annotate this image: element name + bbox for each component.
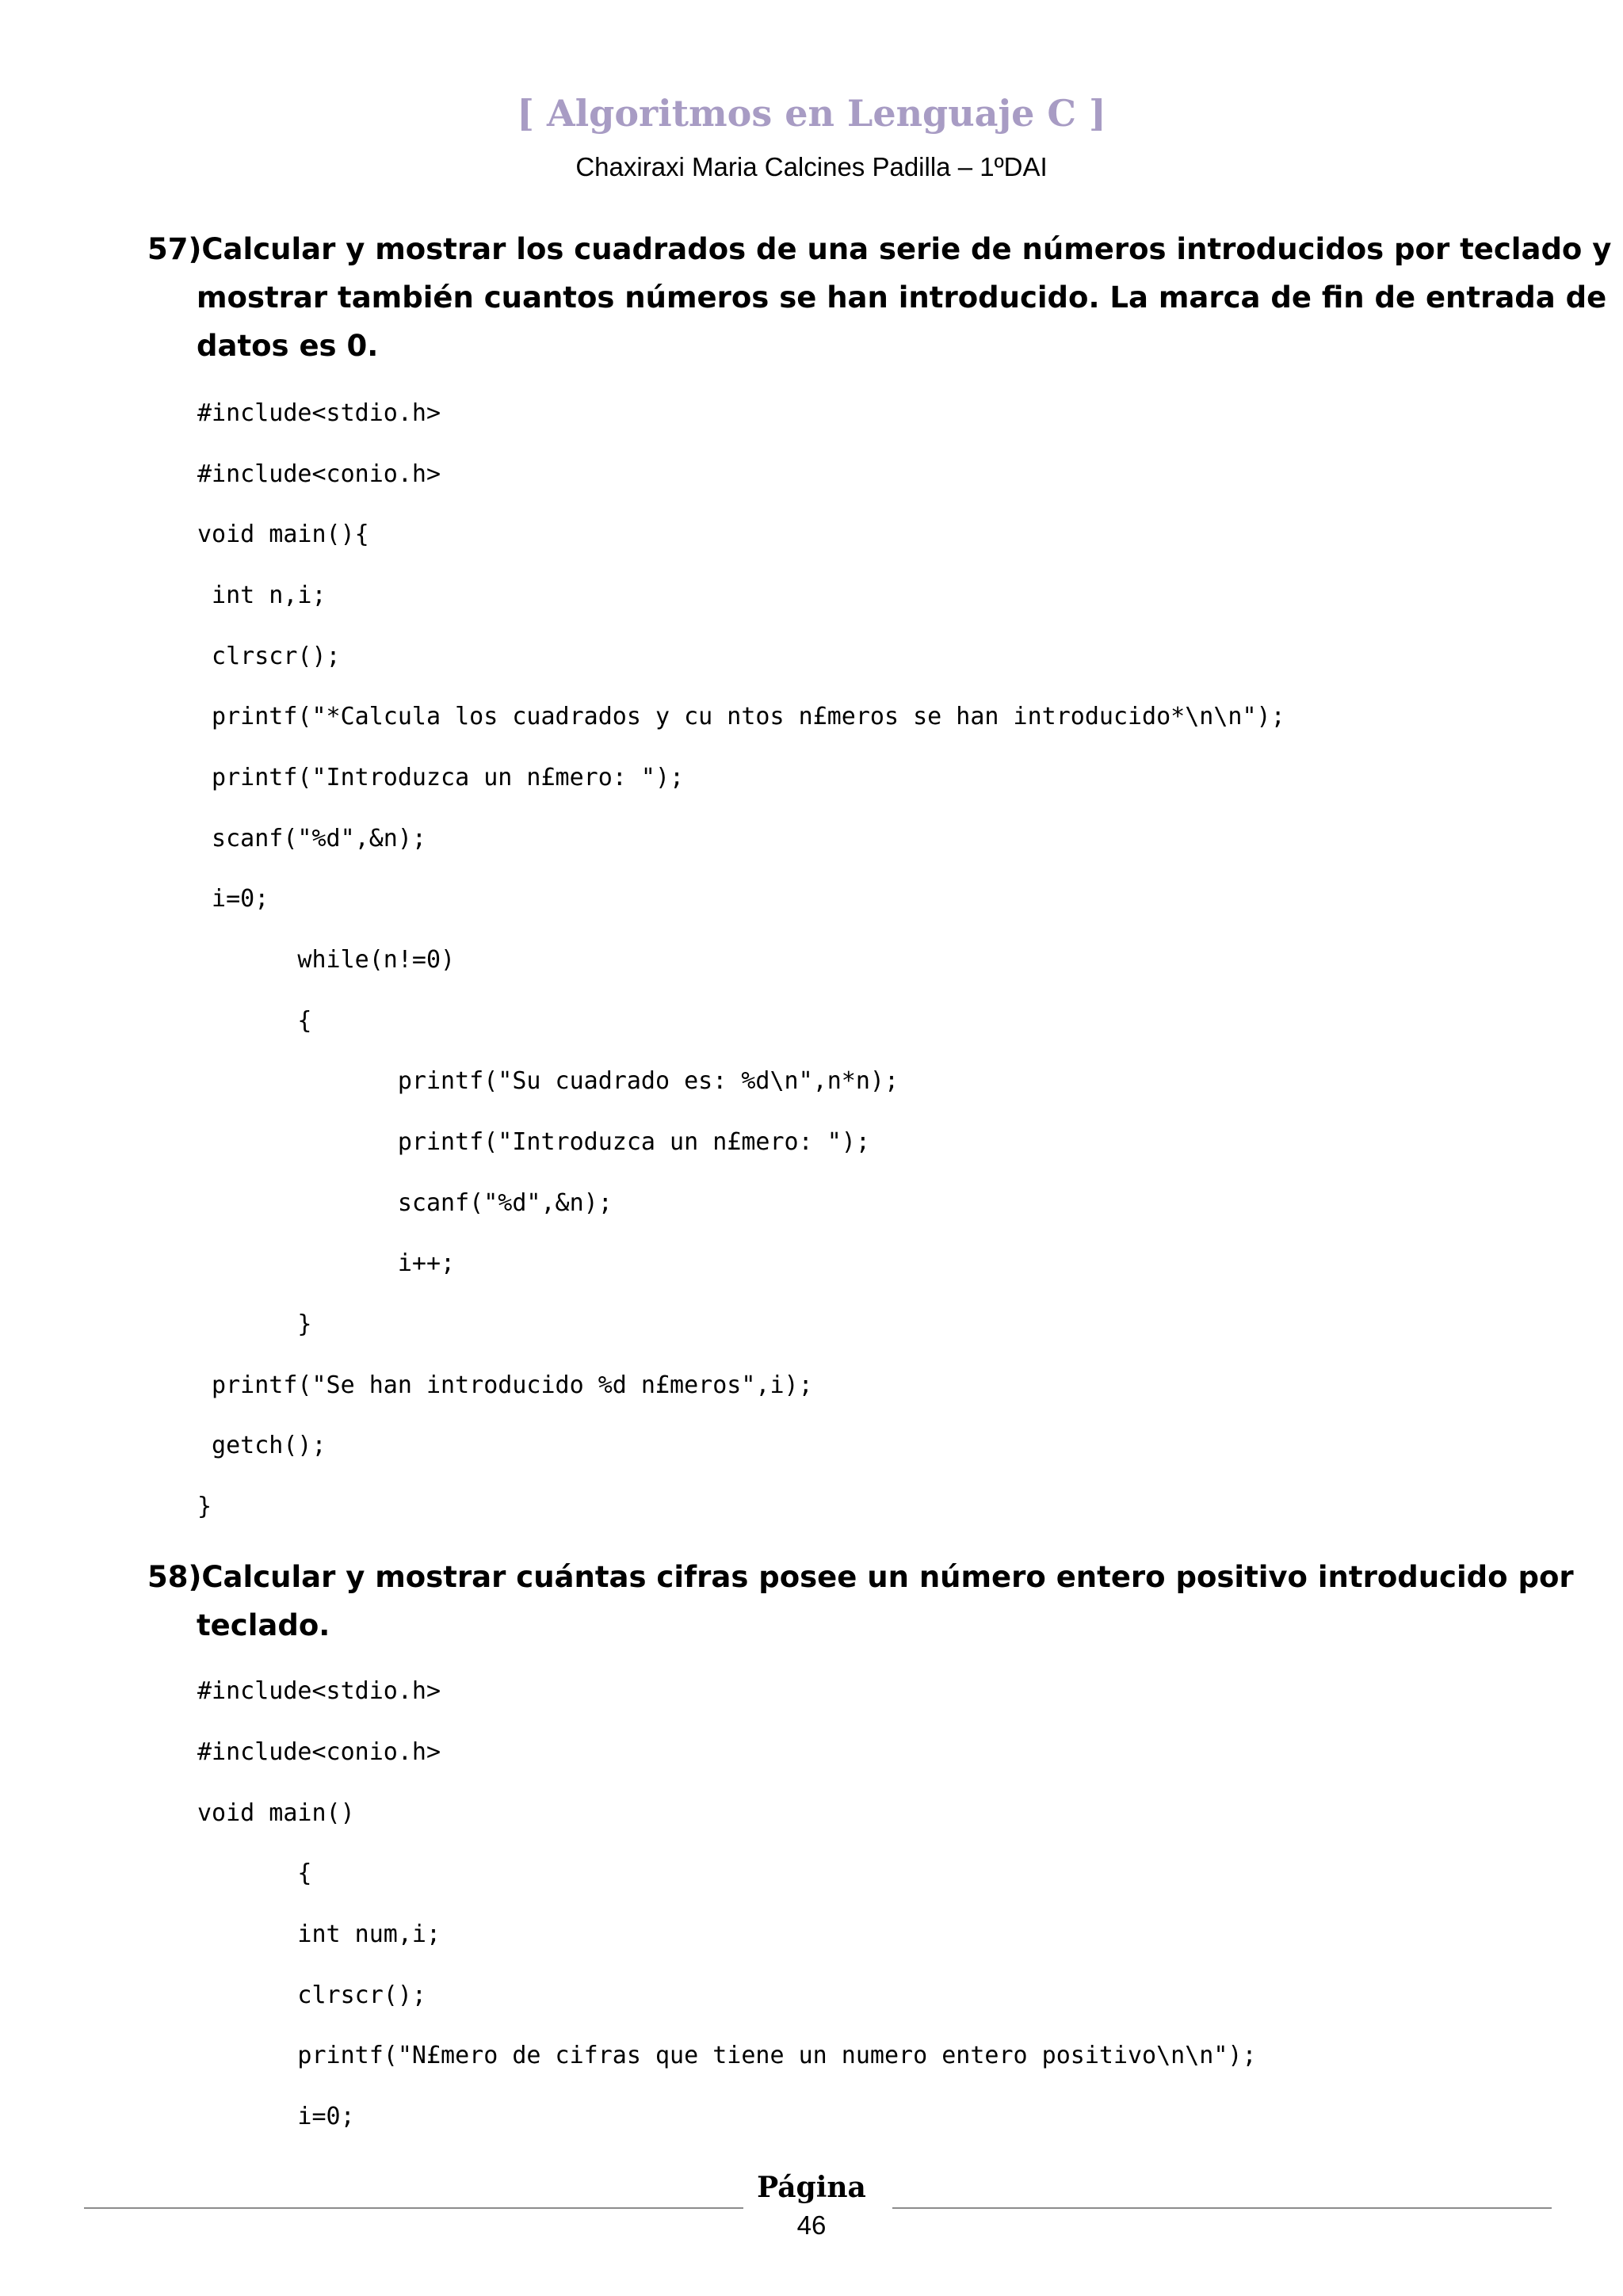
code-line: { <box>197 1859 312 1887</box>
code-line: i=0; <box>197 885 269 913</box>
code-line: i=0; <box>197 2103 355 2130</box>
code-line: i++; <box>197 1249 456 1277</box>
code-line: int n,i; <box>197 582 327 609</box>
code-line: void main(){ <box>197 521 369 548</box>
code-line: printf("Introduzca un n£mero: "); <box>197 764 685 791</box>
code-line: } <box>197 1493 212 1520</box>
question-57-line-3: datos es 0. <box>197 329 379 363</box>
code-line: printf("Introduzca un n£mero: "); <box>197 1128 870 1156</box>
code-line: getch(); <box>197 1432 327 1459</box>
footer-rule-left <box>84 2207 743 2209</box>
document-author: Chaxiraxi Maria Calcines Padilla – 1ºDAI <box>575 152 1048 181</box>
question-57-line-1: 57)Calcular y mostrar los cuadrados de una serie de números introducidos por teclado y <box>147 232 1612 266</box>
code-line: #include<conio.h> <box>197 1738 441 1766</box>
footer-page-label: Página <box>757 2171 866 2204</box>
code-line: { <box>197 1007 312 1035</box>
code-line: #include<stdio.h> <box>197 1677 441 1705</box>
code-line: while(n!=0) <box>197 946 456 974</box>
question-58-line-2: teclado. <box>197 1608 330 1642</box>
code-line: printf("Su cuadrado es: %d\n",n*n); <box>197 1067 899 1095</box>
code-line: printf("*Calcula los cuadrados y cu ntos n£meros se han introducido*\n\n"); <box>197 703 1285 730</box>
code-line: void main() <box>197 1799 355 1827</box>
code-line: int num,i; <box>197 1920 441 1948</box>
question-57-line-2: mostrar también cuantos números se han introducido. La marca de fin de entrada de <box>197 280 1607 315</box>
question-58 <box>147 1553 1574 1650</box>
code-line: printf("N£mero de cifras que tiene un numero entero positivo\n\n"); <box>197 2042 1257 2069</box>
code-line: printf("Se han introducido %d n£meros",i); <box>197 1371 813 1399</box>
footer-rule-right <box>892 2207 1552 2209</box>
code-line: clrscr(); <box>197 643 341 670</box>
code-line: clrscr(); <box>197 1981 426 2009</box>
document-title: [ Algoritmos en Lenguaje C ] <box>517 92 1106 135</box>
code-line: #include<stdio.h> <box>197 399 441 427</box>
code-line: scanf("%d",&n); <box>197 825 426 852</box>
footer-page-number: 46 <box>796 2210 827 2240</box>
question-58-line-1: 58)Calcular y mostrar cuántas cifras posee un número entero positivo introducido por <box>147 1560 1574 1594</box>
code-line: } <box>197 1310 312 1338</box>
code-line: #include<conio.h> <box>197 460 441 488</box>
question-57 <box>147 225 1612 370</box>
code-line: scanf("%d",&n); <box>197 1189 613 1217</box>
